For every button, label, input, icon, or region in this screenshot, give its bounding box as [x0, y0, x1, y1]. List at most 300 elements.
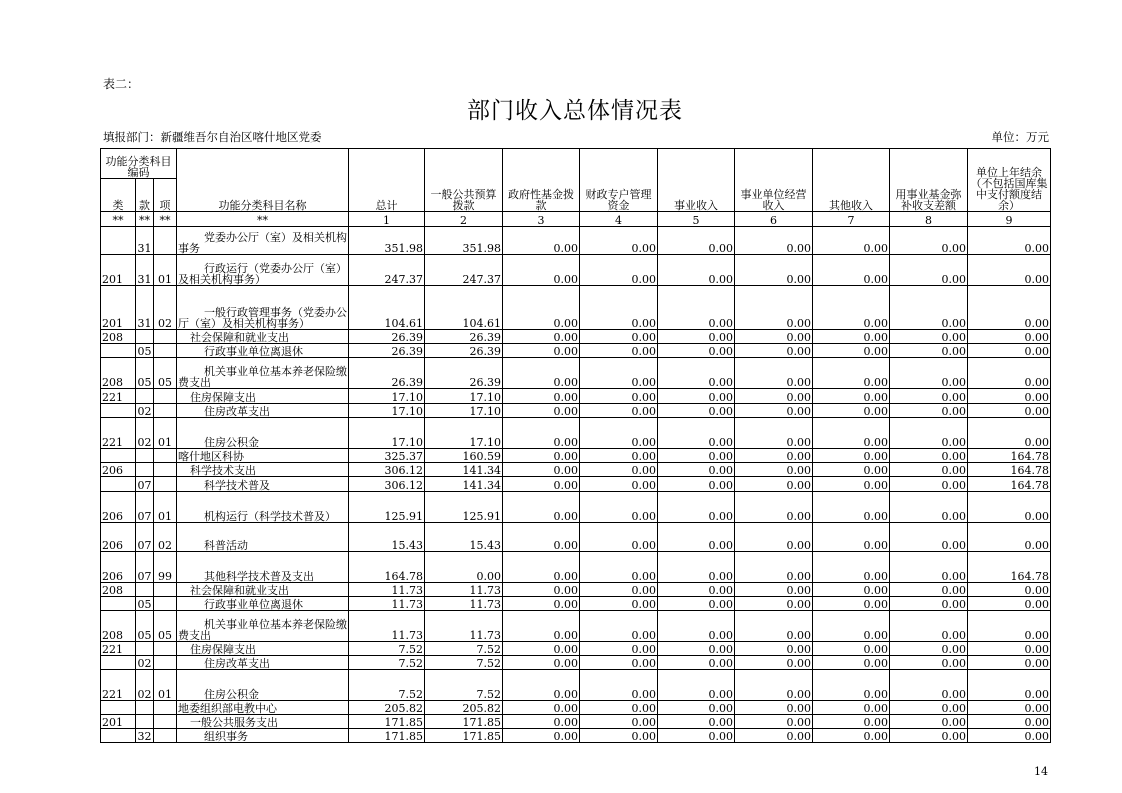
- amount-cell: 7.52: [349, 670, 425, 701]
- amount-cell: 0.00: [890, 477, 968, 492]
- kuan-cell: 32: [137, 730, 152, 743]
- amount-cell: 125.91: [425, 492, 503, 523]
- amount-cell: 0.00: [658, 404, 735, 418]
- amount-cell: 0.00: [658, 330, 735, 344]
- amount-cell: 0.00: [735, 552, 813, 583]
- amount-cell: 17.10: [349, 404, 425, 418]
- amount-cell: 0.00: [658, 449, 735, 463]
- lei-cell: 201: [101, 255, 136, 286]
- amount-cell: 0.00: [890, 492, 968, 523]
- subject-name-cell: 住房改革支出: [177, 404, 349, 418]
- amount-cell: 0.00: [890, 583, 968, 597]
- subject-name-cell: 组织事务: [177, 729, 349, 743]
- amount-cell: 0.00: [658, 389, 735, 404]
- table-row: [101, 344, 1051, 358]
- amount-cell: 7.52: [425, 670, 503, 701]
- amount-cell: 0.00: [658, 492, 735, 523]
- amount-cell: 0.00: [735, 701, 813, 715]
- reporting-department: 填报部门：新疆维吾尔自治区喀什地区党委: [103, 130, 322, 144]
- subject-name-cell: 行政运行（党委办公厅（室）及相关机构事务）: [177, 255, 349, 286]
- subject-name-cell: 科学技术支出: [177, 463, 349, 477]
- amount-cell: 0.00: [580, 597, 658, 611]
- amount-cell: 0.00: [735, 449, 813, 463]
- xiang-cell: [154, 701, 177, 715]
- lei-cell: 201: [101, 715, 136, 729]
- index-cell: **: [101, 212, 136, 227]
- amount-cell: 0.00: [968, 656, 1051, 670]
- amount-cell: 0.00: [425, 552, 503, 583]
- amount-cell: 0.00: [580, 330, 658, 344]
- xiang-cell: [154, 389, 177, 404]
- amount-cell: 0.00: [735, 729, 813, 743]
- amount-cell: 0.00: [890, 670, 968, 701]
- amount-cell: 0.00: [503, 715, 580, 729]
- amount-cell: 11.73: [349, 583, 425, 597]
- table-row: [101, 389, 1051, 404]
- amount-cell: 0.00: [890, 344, 968, 358]
- amount-cell: 0.00: [890, 389, 968, 404]
- amount-cell: 0.00: [890, 418, 968, 449]
- lei-cell: [101, 656, 136, 670]
- amount-cell: 0.00: [968, 670, 1051, 701]
- amount-cell: 171.85: [425, 715, 503, 729]
- amount-cell: 0.00: [735, 404, 813, 418]
- kuan-cell: [136, 642, 154, 656]
- amount-cell: 0.00: [658, 523, 735, 552]
- amount-cell: 0.00: [503, 389, 580, 404]
- table-row: [101, 583, 1051, 597]
- kuan-cell: [136, 389, 154, 404]
- amount-cell: 205.82: [425, 701, 503, 715]
- table-row: [101, 701, 1051, 715]
- amount-cell: 0.00: [580, 286, 658, 330]
- amount-cell: 0.00: [813, 463, 890, 477]
- lei-cell: 221: [101, 389, 136, 404]
- amount-cell: 0.00: [735, 656, 813, 670]
- amount-cell: 0.00: [503, 583, 580, 597]
- amount-cell: 17.10: [425, 418, 503, 449]
- code-group-header: 功能分类科目编码: [101, 149, 177, 179]
- amount-cell: 0.00: [658, 715, 735, 729]
- table-row: [101, 597, 1051, 611]
- subject-name-cell: 一般行政管理事务（党委办公厅（室）及相关机构事务）: [177, 286, 349, 330]
- xiang-cell: [154, 583, 177, 597]
- amount-cell: 306.12: [349, 477, 425, 492]
- amount-cell: 0.00: [580, 227, 658, 255]
- amount-cell: 0.00: [813, 642, 890, 656]
- xiang-cell: [154, 344, 177, 358]
- subject-name-cell: 机关事业单位基本养老保险缴费支出: [177, 611, 349, 642]
- amount-cell: 0.00: [813, 358, 890, 389]
- amount-cell: 0.00: [813, 404, 890, 418]
- lei-cell: 221: [101, 670, 136, 701]
- amount-cell: 0.00: [658, 286, 735, 330]
- amount-cell: 0.00: [968, 611, 1051, 642]
- kuan-cell: 05: [136, 358, 154, 389]
- xiang-cell: [154, 227, 177, 255]
- lei-cell: 208: [101, 330, 136, 344]
- amount-cell: 0.00: [890, 611, 968, 642]
- index-cell: 6: [735, 212, 813, 227]
- table-row: [101, 523, 1051, 552]
- amount-cell: 0.00: [968, 358, 1051, 389]
- kuan-cell: 07: [136, 477, 154, 492]
- amount-cell: 0.00: [968, 715, 1051, 729]
- lei-cell: [101, 597, 136, 611]
- amount-cell: 0.00: [890, 597, 968, 611]
- table-row: [101, 449, 1051, 463]
- amount-cell: 0.00: [503, 227, 580, 255]
- index-cell: 8: [890, 212, 968, 227]
- subject-name-cell: 机关事业单位基本养老保险缴费支出: [177, 358, 349, 389]
- table-row: [101, 642, 1051, 656]
- amount-cell: 0.00: [658, 255, 735, 286]
- amount-cell: 164.78: [968, 552, 1051, 583]
- table-row: [101, 477, 1051, 492]
- subject-name-cell: 行政事业单位离退休: [177, 597, 349, 611]
- amount-cell: 0.00: [968, 523, 1051, 552]
- amount-cell: 11.73: [425, 583, 503, 597]
- amount-cell: 125.91: [349, 492, 425, 523]
- lei-cell: [101, 449, 136, 463]
- amount-cell: 0.00: [968, 286, 1051, 330]
- amount-cell: 0.00: [580, 344, 658, 358]
- amount-cell: 0.00: [813, 583, 890, 597]
- xiang-cell: [154, 404, 177, 418]
- amount-cell: 0.00: [580, 642, 658, 656]
- table-row: [101, 715, 1051, 729]
- amount-cell: 0.00: [813, 418, 890, 449]
- subject-name-cell: 社会保障和就业支出: [177, 583, 349, 597]
- amount-cell: 0.00: [813, 227, 890, 255]
- xiang-cell: 05: [154, 611, 177, 642]
- amount-cell: 0.00: [890, 286, 968, 330]
- amount-cell: 0.00: [890, 729, 968, 743]
- amount-cell: 0.00: [580, 492, 658, 523]
- amount-cell: 0.00: [813, 492, 890, 523]
- amount-cell: 0.00: [735, 670, 813, 701]
- amount-cell: 0.00: [813, 389, 890, 404]
- kuan-cell: 05: [137, 598, 152, 611]
- xiang-cell: 01: [154, 492, 177, 523]
- xiang-cell: 01: [154, 418, 177, 449]
- index-cell: 4: [580, 212, 658, 227]
- amount-cell: 0.00: [890, 227, 968, 255]
- subject-name-cell: 科学技术普及: [177, 477, 349, 492]
- gov-fund-header: 政府性基金拨款: [503, 149, 580, 212]
- amount-cell: 0.00: [503, 344, 580, 358]
- lei-cell: [101, 701, 136, 715]
- index-cell: **: [177, 212, 349, 227]
- index-cell: 3: [503, 212, 580, 227]
- amount-cell: 0.00: [503, 597, 580, 611]
- amount-cell: 0.00: [813, 701, 890, 715]
- business-income-header: 事业收入: [658, 149, 735, 212]
- kuan-cell: 07: [136, 523, 154, 552]
- amount-cell: 0.00: [580, 418, 658, 449]
- amount-cell: 26.39: [425, 330, 503, 344]
- amount-cell: 0.00: [813, 597, 890, 611]
- amount-cell: 141.34: [425, 463, 503, 477]
- amount-cell: 11.73: [349, 597, 425, 611]
- amount-cell: 0.00: [503, 463, 580, 477]
- subject-name-cell: 其他科学技术普及支出: [177, 552, 349, 583]
- subject-name-cell: 机构运行（科学技术普及）: [177, 492, 349, 523]
- amount-cell: 0.00: [580, 729, 658, 743]
- xiang-cell: 01: [154, 255, 177, 286]
- amount-cell: 11.73: [425, 611, 503, 642]
- amount-cell: 0.00: [968, 418, 1051, 449]
- amount-cell: 26.39: [425, 344, 503, 358]
- amount-cell: 0.00: [735, 344, 813, 358]
- amount-cell: 351.98: [349, 227, 425, 255]
- xiang-cell: 01: [154, 670, 177, 701]
- amount-cell: 0.00: [658, 227, 735, 255]
- amount-cell: 0.00: [503, 611, 580, 642]
- kuan-cell: [136, 701, 154, 715]
- income-table: [100, 148, 1051, 743]
- subject-name-cell: 行政事业单位离退休: [177, 344, 349, 358]
- subject-name-cell: 喀什地区科协: [177, 449, 349, 463]
- amount-cell: 164.78: [349, 552, 425, 583]
- amount-cell: 0.00: [735, 523, 813, 552]
- amount-cell: 0.00: [813, 523, 890, 552]
- table-row: [101, 552, 1051, 583]
- amount-cell: 0.00: [735, 611, 813, 642]
- amount-cell: 0.00: [503, 642, 580, 656]
- amount-cell: 0.00: [735, 330, 813, 344]
- amount-cell: 0.00: [580, 449, 658, 463]
- subject-name-cell: 住房公积金: [177, 418, 349, 449]
- lei-cell: [101, 404, 136, 418]
- amount-cell: 0.00: [890, 715, 968, 729]
- amount-cell: 0.00: [503, 729, 580, 743]
- amount-cell: 0.00: [813, 449, 890, 463]
- amount-cell: 0.00: [580, 358, 658, 389]
- amount-cell: 0.00: [503, 492, 580, 523]
- amount-cell: 351.98: [425, 227, 503, 255]
- index-row: [101, 212, 1051, 227]
- table-row: [101, 255, 1051, 286]
- table-row: [101, 286, 1051, 330]
- lei-cell: [101, 477, 136, 492]
- xiang-cell: [154, 715, 177, 729]
- amount-cell: 0.00: [813, 552, 890, 583]
- kuan-cell: [136, 463, 154, 477]
- lei-cell: 208: [101, 358, 136, 389]
- amount-cell: 0.00: [890, 642, 968, 656]
- page-number: 14: [1034, 765, 1048, 778]
- amount-cell: 160.59: [425, 449, 503, 463]
- lei-header: 类: [101, 179, 136, 212]
- amount-cell: 164.78: [968, 463, 1051, 477]
- amount-cell: 0.00: [503, 286, 580, 330]
- lei-cell: [101, 344, 136, 358]
- table-row: [101, 358, 1051, 389]
- amount-cell: 26.39: [425, 358, 503, 389]
- amount-cell: 0.00: [658, 552, 735, 583]
- amount-cell: 164.78: [968, 477, 1051, 492]
- kuan-header: 款: [136, 179, 154, 212]
- amount-cell: 0.00: [968, 492, 1051, 523]
- amount-cell: 0.00: [813, 715, 890, 729]
- table-row: [101, 670, 1051, 701]
- amount-cell: 0.00: [813, 611, 890, 642]
- amount-cell: 0.00: [658, 358, 735, 389]
- amount-cell: 0.00: [658, 418, 735, 449]
- index-cell: **: [136, 212, 154, 227]
- amount-cell: 0.00: [735, 715, 813, 729]
- amount-cell: 17.10: [349, 389, 425, 404]
- xiang-cell: 99: [154, 552, 177, 583]
- kuan-cell: 31: [136, 286, 154, 330]
- document-title: 部门收入总体情况表: [467, 98, 683, 124]
- amount-cell: 0.00: [503, 449, 580, 463]
- kuan-cell: 02: [136, 418, 154, 449]
- amount-cell: 0.00: [580, 389, 658, 404]
- amount-cell: 0.00: [890, 255, 968, 286]
- name-header: 功能分类科目名称: [177, 149, 349, 212]
- amount-cell: 0.00: [658, 344, 735, 358]
- amount-cell: 0.00: [813, 344, 890, 358]
- amount-cell: 0.00: [658, 477, 735, 492]
- amount-cell: 164.78: [968, 449, 1051, 463]
- prior-balance-header: 单位上年结余（不包括国库集中支付额度结余）: [968, 149, 1051, 212]
- subject-name-cell: 住房公积金: [177, 670, 349, 701]
- amount-cell: 7.52: [349, 656, 425, 670]
- subject-name-cell: 住房保障支出: [177, 389, 349, 404]
- xiang-cell: [154, 597, 177, 611]
- table-row: [101, 330, 1051, 344]
- table-row: [101, 463, 1051, 477]
- amount-cell: 0.00: [580, 670, 658, 701]
- amount-cell: 104.61: [349, 286, 425, 330]
- subject-name-cell: 地委组织部电教中心: [177, 701, 349, 715]
- amount-cell: 0.00: [735, 583, 813, 597]
- amount-cell: 0.00: [968, 389, 1051, 404]
- amount-cell: 0.00: [658, 611, 735, 642]
- table-row: [101, 492, 1051, 523]
- amount-cell: 0.00: [658, 656, 735, 670]
- amount-cell: 0.00: [890, 656, 968, 670]
- amount-cell: 0.00: [580, 463, 658, 477]
- amount-cell: 0.00: [968, 344, 1051, 358]
- index-cell: 1: [349, 212, 425, 227]
- lei-cell: 206: [101, 492, 136, 523]
- xiang-cell: [154, 477, 177, 492]
- xiang-header: 项: [154, 179, 177, 212]
- amount-cell: 0.00: [580, 656, 658, 670]
- amount-cell: 0.00: [968, 330, 1051, 344]
- amount-cell: 17.10: [349, 418, 425, 449]
- index-cell: 9: [968, 212, 1051, 227]
- xiang-cell: [154, 656, 177, 670]
- lei-cell: 206: [101, 523, 136, 552]
- amount-cell: 171.85: [349, 729, 425, 743]
- kuan-cell: 02: [137, 405, 152, 418]
- amount-cell: 0.00: [580, 477, 658, 492]
- amount-cell: 0.00: [503, 404, 580, 418]
- amount-cell: 0.00: [503, 358, 580, 389]
- xiang-cell: 02: [154, 286, 177, 330]
- amount-cell: 0.00: [503, 656, 580, 670]
- amount-cell: 0.00: [658, 463, 735, 477]
- table-row: [101, 404, 1051, 418]
- amount-cell: 0.00: [735, 477, 813, 492]
- amount-cell: 0.00: [735, 255, 813, 286]
- special-account-header: 财政专户管理资金: [580, 149, 658, 212]
- amount-cell: 0.00: [735, 418, 813, 449]
- subject-name-cell: 一般公共服务支出: [177, 715, 349, 729]
- subject-name-cell: 社会保障和就业支出: [177, 330, 349, 344]
- amount-cell: 247.37: [349, 255, 425, 286]
- lei-cell: 208: [101, 611, 136, 642]
- amount-cell: 0.00: [890, 463, 968, 477]
- kuan-cell: 07: [136, 492, 154, 523]
- amount-cell: 0.00: [580, 552, 658, 583]
- kuan-cell: 02: [136, 670, 154, 701]
- subject-name-cell: 党委办公厅（室）及相关机构事务: [177, 227, 349, 255]
- amount-cell: 0.00: [580, 523, 658, 552]
- amount-cell: 0.00: [503, 330, 580, 344]
- amount-cell: 0.00: [658, 729, 735, 743]
- table-row: [101, 227, 1051, 255]
- index-cell: 2: [425, 212, 503, 227]
- lei-cell: [101, 227, 136, 255]
- xiang-cell: [154, 729, 177, 743]
- general-budget-header: 一般公共预算拨款: [425, 149, 503, 212]
- amount-cell: 0.00: [890, 404, 968, 418]
- amount-cell: 26.39: [349, 330, 425, 344]
- other-income-header: 其他收入: [813, 149, 890, 212]
- amount-cell: 0.00: [658, 597, 735, 611]
- kuan-cell: 02: [137, 657, 152, 670]
- index-cell: **: [154, 212, 177, 227]
- amount-cell: 0.00: [580, 404, 658, 418]
- kuan-cell: [136, 330, 154, 344]
- amount-cell: 0.00: [503, 418, 580, 449]
- amount-cell: 205.82: [349, 701, 425, 715]
- amount-cell: 247.37: [425, 255, 503, 286]
- index-cell: 7: [813, 212, 890, 227]
- amount-cell: 0.00: [735, 463, 813, 477]
- amount-cell: 26.39: [349, 358, 425, 389]
- amount-cell: 11.73: [349, 611, 425, 642]
- amount-cell: 0.00: [735, 642, 813, 656]
- kuan-cell: 05: [137, 345, 152, 358]
- amount-cell: 0.00: [580, 701, 658, 715]
- total-header: 总计: [349, 149, 425, 212]
- amount-cell: 0.00: [503, 523, 580, 552]
- amount-cell: 0.00: [503, 552, 580, 583]
- kuan-cell: 31: [136, 255, 154, 286]
- kuan-cell: [136, 583, 154, 597]
- amount-cell: 0.00: [658, 583, 735, 597]
- fund-offset-header: 用事业基金弥补收支差额: [890, 149, 968, 212]
- amount-cell: 0.00: [813, 656, 890, 670]
- kuan-cell: 07: [136, 552, 154, 583]
- amount-cell: 171.85: [349, 715, 425, 729]
- kuan-cell: [136, 449, 154, 463]
- amount-cell: 0.00: [813, 255, 890, 286]
- amount-cell: 7.52: [425, 656, 503, 670]
- header-row-1: [101, 149, 1051, 179]
- subject-name-cell: 住房保障支出: [177, 642, 349, 656]
- amount-cell: 0.00: [968, 701, 1051, 715]
- operating-income-header: 事业单位经营收入: [735, 149, 813, 212]
- amount-cell: 0.00: [890, 358, 968, 389]
- amount-cell: 306.12: [349, 463, 425, 477]
